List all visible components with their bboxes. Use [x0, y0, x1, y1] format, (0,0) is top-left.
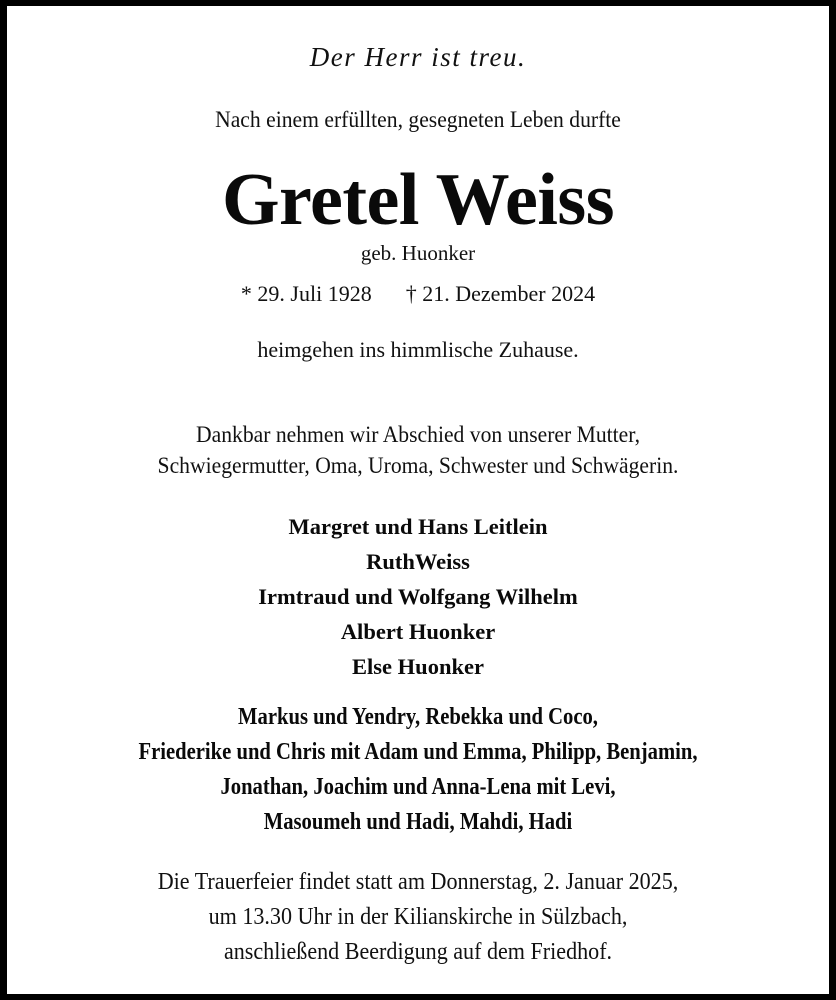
death-date: 21. Dezember 2024 [422, 281, 596, 306]
maiden-name: geb. Huonker [360, 241, 476, 265]
birth-star-icon: * [240, 281, 252, 306]
grandchildren-line: Friederike und Chris mit Adam und Emma, Philipp, Benjamin, [138, 739, 698, 765]
family-member: RuthWeiss [366, 549, 470, 574]
family-member: Irmtraud und Wolfgang Wilhelm [258, 584, 578, 609]
birth-date: 29. Juli 1928 [257, 281, 372, 306]
family-member: Else Huonker [352, 654, 484, 679]
family-member: Albert Huonker [340, 619, 496, 644]
farewell-line: Dankbar nehmen wir Abschied von unserer Mutter, [195, 422, 641, 447]
farewell-line: Schwiegermutter, Oma, Uroma, Schwester und Schwägerin. [157, 453, 679, 478]
cross-icon: † [405, 281, 417, 306]
life-dates [0, 281, 836, 307]
passing-text: heimgehen ins himmlische Zuhause. [257, 337, 579, 362]
ceremony-line: Die Trauerfeier findet statt am Donnerstag, 2. Januar 2025, [157, 869, 679, 895]
grandchildren-line: Masoumeh und Hadi, Mahdi, Hadi [263, 809, 573, 835]
ceremony-line: anschließend Beerdigung auf dem Friedhof. [223, 939, 613, 965]
grandchildren-line: Markus und Yendry, Rebekka und Coco, [238, 704, 598, 730]
grandchildren-line: Jonathan, Joachim und Anna-Lena mit Levi, [220, 774, 616, 800]
family-member: Margret und Hans Leitlein [288, 514, 548, 539]
deceased-name: Gretel Weiss [221, 159, 615, 241]
motto: Der Herr ist treu. [309, 42, 527, 72]
intro-text: Nach einem erfüllten, gesegneten Leben durfte [215, 107, 621, 132]
ceremony-line: um 13.30 Uhr in der Kilianskirche in Sülzbach, [208, 904, 628, 930]
